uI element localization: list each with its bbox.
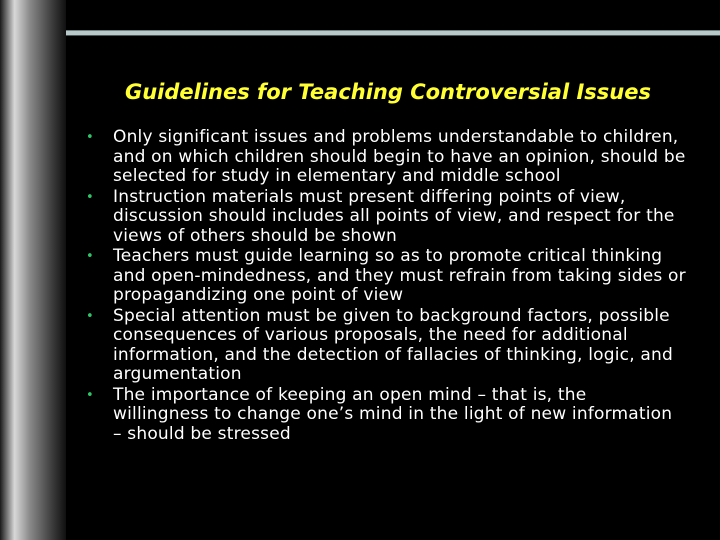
decorative-top-rule <box>66 30 720 36</box>
bullet-text: Special attention must be given to background factors, possible consequences of various proposals, the need for additional information, and the detection of fallacies of thinking, logic, and argumentation <box>113 305 673 384</box>
decorative-left-bar <box>0 0 66 540</box>
bullet-text: Teachers must guide learning so as to promote critical thinking and open-mindedness, and they must refrain from taking sides or propagandizing one point of view <box>113 246 686 305</box>
bullet-icon: • <box>86 189 94 205</box>
bullet-item <box>86 247 686 306</box>
bullet-item <box>86 307 686 385</box>
slide-title: Guidelines for Teaching Controversial Issues <box>125 80 651 104</box>
bullet-item <box>86 128 686 187</box>
bullet-icon: • <box>86 387 94 403</box>
bullet-icon: • <box>86 249 94 264</box>
bullet-item <box>86 386 686 445</box>
bullet-item <box>86 188 686 247</box>
bullet-icon: • <box>86 308 94 324</box>
bullet-text: The importance of keeping an open mind – that is, the willingness to change one’s mind in the light of new information – should be stressed <box>113 384 673 444</box>
bullet-text: Only significant issues and problems understandable to children, and on which children should begin to have an opinion, should be selected for study in elementary and middle school <box>113 127 686 186</box>
bullet-text: Instruction materials must present differing points of view, discussion should includes all points of view, and respect for the views of others should be shown <box>113 186 675 246</box>
bullet-icon: • <box>86 130 94 145</box>
bullet-list <box>86 128 686 445</box>
